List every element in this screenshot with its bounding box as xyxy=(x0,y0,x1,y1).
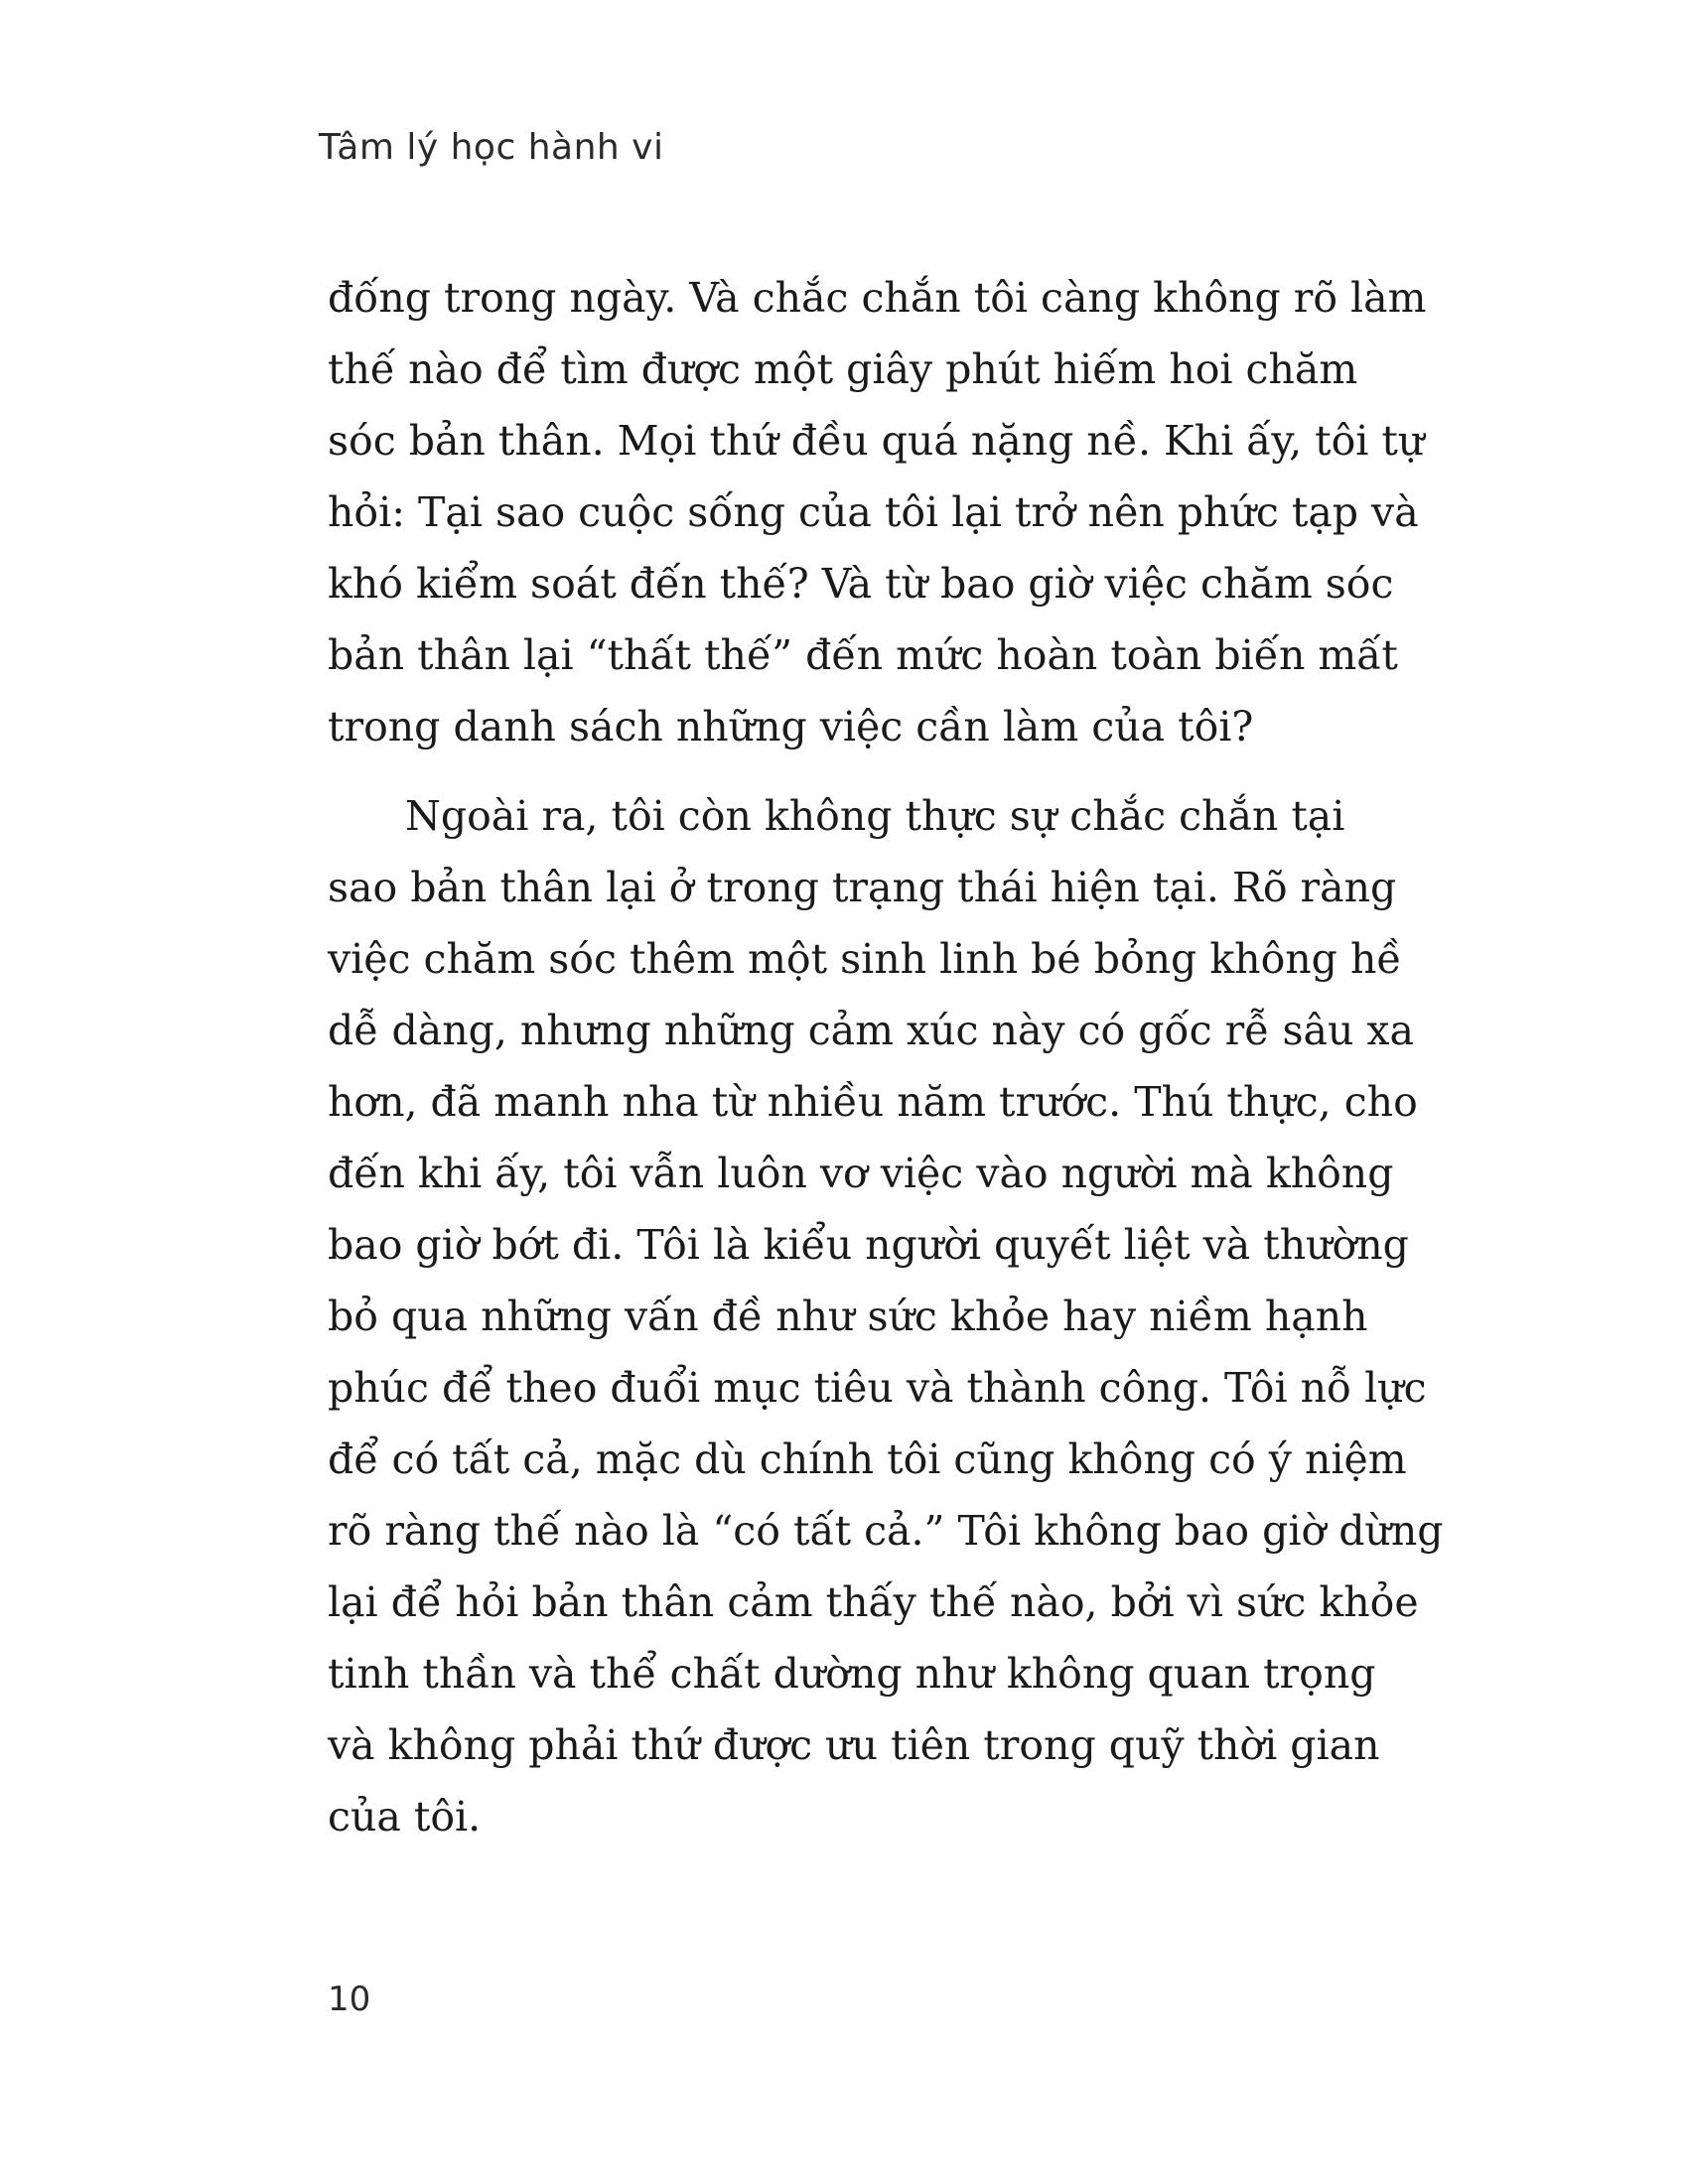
text-line: khó kiểm soát đến thế? Và từ bao giờ việc chăm sóc xyxy=(328,560,1394,608)
text-line: bao giờ bớt đi. Tôi là kiểu người quyết liệt và thường xyxy=(328,1221,1409,1269)
text-line: hỏi: Tại sao cuộc sống của tôi lại trở nên phức tạp và xyxy=(328,488,1419,536)
text-line: bản thân lại “thất thế” đến mức hoàn toàn biến mất xyxy=(328,631,1398,679)
text-line: lại để hỏi bản thân cảm thấy thế nào, bởi vì sức khỏe xyxy=(328,1578,1419,1626)
text-line: thế nào để tìm được một giây phút hiếm hoi chăm xyxy=(328,345,1358,393)
paragraph-gap xyxy=(328,762,1331,780)
text-line: đống trong ngày. Và chắc chắn tôi càng không rõ làm xyxy=(328,274,1427,322)
text-line: của tôi. xyxy=(328,1793,482,1841)
text-line: rõ ràng thế nào là “có tất cả.” Tôi không bao giờ dừng xyxy=(328,1507,1444,1555)
text-line: dễ dàng, nhưng những cảm xúc này có gốc rễ sâu xa xyxy=(328,1007,1414,1054)
text-line: trong danh sách những việc cần làm của tôi? xyxy=(328,703,1254,751)
page-number: 10 xyxy=(328,1979,371,2019)
running-header: Tâm lý học hành vi xyxy=(319,127,664,168)
text-line: Ngoài ra, tôi còn không thực sự chắc chắn tại xyxy=(405,792,1345,840)
text-line: sao bản thân lại ở trong trạng thái hiện tại. Rõ ràng xyxy=(328,864,1397,911)
text-line: sóc bản thân. Mọi thứ đều quá nặng nề. Khi ấy, tôi tự xyxy=(328,417,1425,465)
text-line: và không phải thứ được ưu tiên trong quỹ thời gian xyxy=(328,1721,1380,1769)
text-line: để có tất cả, mặc dù chính tôi cũng không có ý niệm xyxy=(328,1435,1407,1483)
text-line: phúc để theo đuổi mục tiêu và thành công. Tôi nỗ lực xyxy=(328,1364,1427,1412)
text-line: đến khi ấy, tôi vẫn luôn vơ việc vào người mà không xyxy=(328,1150,1394,1197)
text-line: hơn, đã manh nha từ nhiều năm trước. Thú thực, cho xyxy=(328,1078,1418,1126)
body-text xyxy=(328,262,1444,1852)
text-line: việc chăm sóc thêm một sinh linh bé bỏng không hề xyxy=(328,935,1402,983)
text-line: tinh thần và thể chất dường như không quan trọng xyxy=(328,1650,1376,1698)
text-line: bỏ qua những vấn đề như sức khỏe hay niềm hạnh xyxy=(328,1293,1368,1340)
